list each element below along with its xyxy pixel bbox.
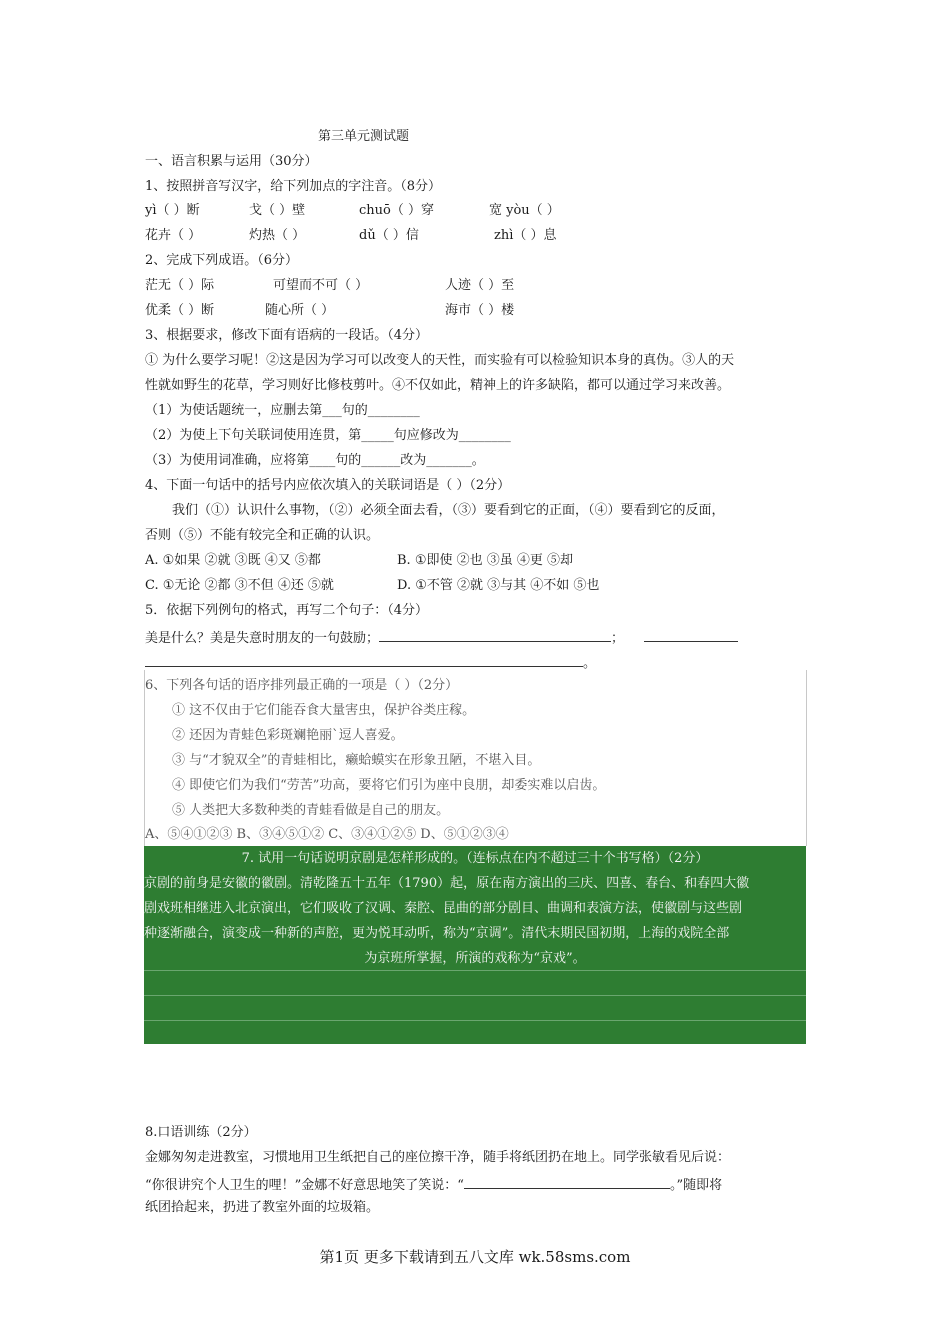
q8-prompt: 8.口语训练（2分）: [145, 1125, 257, 1140]
q2-item: 随心所（ ）: [265, 303, 335, 318]
q1-item: yì（ ）断: [145, 203, 200, 218]
q4-options-row2: [145, 577, 599, 595]
part1-heading: 一、语言积累与运用（30分）: [145, 154, 318, 169]
q2-item: 人迹（ ）至: [445, 278, 515, 293]
answer-line[interactable]: [144, 995, 806, 996]
q8-line2: [145, 1174, 722, 1195]
q6-options: A、⑤④①②③ B、③④⑤①② C、③④①②⑤ D、⑤①②③④: [145, 827, 509, 842]
q2-item: 海市（ ）楼: [445, 303, 515, 318]
q7-text-line: 种逐渐融合，演变成一种新的声腔，更为悦耳动听，称为“京调”。清代末期民国初期，上海的戏院全部: [144, 926, 730, 941]
q2-row1: [145, 277, 514, 295]
q4-sentence-line1: 我们（①）认识什么事物，（②）必须全面去看，（③）要看到它的正面，（④）要看到它的反面，: [172, 503, 725, 518]
answer-blank[interactable]: [644, 627, 738, 642]
q3-sub3: （3）为使用词准确，应将第____句的______改为_______。: [145, 453, 485, 468]
frame-left: [144, 670, 145, 846]
q6-prompt: 6、下列各句话的语序排列最正确的一项是（ ）（2分）: [145, 678, 459, 693]
answer-line[interactable]: [144, 970, 806, 971]
answer-blank[interactable]: [379, 627, 611, 642]
answer-line[interactable]: [144, 1020, 806, 1021]
q2-row2: [145, 302, 514, 320]
q5-answer-line2: [145, 652, 596, 673]
q7-text-line: 剧戏班相继进入北京演出，它们吸收了汉调、秦腔、昆曲的部分剧目、曲调和表演方法，使徽剧与这些剧: [144, 901, 743, 916]
q7-text-line: 京剧的前身是安徽的徽剧。清乾隆五十五年（1790）起，原在南方演出的三庆、四喜、春台、和春四大徽: [144, 876, 750, 891]
q6-item: ④ 即使它们为我们“劳苦”功高，要将它们引为座中良朋，却委实难以启齿。: [172, 778, 606, 793]
q6-item: ② 还因为青蛙色彩斑斓艳丽`逗人喜爱。: [172, 728, 404, 743]
q8-line1: 金娜匆匆走进教室，习惯地用卫生纸把自己的座位擦干净，随手将纸团扔在地上。同学张敏看见后说：: [145, 1150, 731, 1165]
q1-prompt: 1、按照拼音写汉字，给下列加点的字注音。（8分）: [145, 179, 442, 194]
q8-line2-end: 。”随即将: [669, 1178, 723, 1193]
q1-row2: [145, 227, 557, 245]
answer-blank[interactable]: [145, 652, 583, 667]
q5-answer-line1: [145, 627, 738, 648]
q4-options-row1: [145, 552, 573, 570]
q1-item: 宽 yòu（ ）: [489, 203, 560, 218]
page-title: 第三单元测试题: [318, 129, 410, 144]
q6-item: ⑤ 人类把大多数种类的青蛙看做是自己的朋友。: [172, 803, 450, 818]
q3-prompt: 3、根据要求，修改下面有语病的一段话。（4分）: [145, 328, 429, 343]
q4-option-c: C. ①无论 ②都 ③不但 ④还 ⑤就: [145, 578, 334, 593]
q5-separator: ；: [611, 631, 625, 646]
answer-blank[interactable]: [464, 1174, 670, 1189]
q1-item: chuō（ ）穿: [359, 203, 434, 218]
q3-paragraph-line2: 性就如野生的花草，学习则好比修枝剪叶。④不仅如此，精神上的许多缺陷，都可以通过学习来改善。: [145, 378, 731, 393]
q1-item: 戈（ ）壁: [249, 203, 306, 218]
q4-prompt: 4、下面一句话中的括号内应依次填入的关联词语是（ ）（2分）: [145, 478, 511, 493]
q1-item: zhì（ ）息: [494, 228, 557, 243]
q2-item: 优柔（ ）断: [145, 303, 215, 318]
q4-option-a: A. ①如果 ②就 ③既 ④又 ⑤都: [145, 553, 321, 568]
q7-prompt: 7. 试用一句话说明京剧是怎样形成的。（连标点在内不超过三十个书写格）（2分）: [241, 851, 709, 866]
q1-item: dǔ（ ）信: [359, 228, 419, 243]
q1-item: 灼热（ ）: [249, 228, 306, 243]
q8-line2-start: “你很讲究个人卫生的哩！”金娜不好意思地笑了笑说：“: [145, 1178, 464, 1193]
q3-sub1: （1）为使话题统一，应删去第___句的________: [145, 403, 420, 418]
q1-row1: [145, 202, 560, 220]
q2-item: 可望而不可（ ）: [273, 278, 369, 293]
q5-example: 美是什么？美是失意时朋友的一句鼓励；: [145, 631, 380, 646]
q4-option-b: B. ①即使 ②也 ③虽 ④更 ⑤却: [397, 553, 574, 568]
page-footer: 第1页 更多下载请到五八文库 wk.58sms.com: [319, 1248, 631, 1266]
q3-sub2: （2）为使上下句关联词使用连贯，第_____句应修改为________: [145, 428, 511, 443]
q6-item: ① 这不仅由于它们能吞食大量害虫，保护谷类庄稼。: [172, 703, 476, 718]
q2-item: 茫无（ ）际: [145, 278, 215, 293]
q6-item: ③ 与“才貌双全”的青蛙相比，癞蛤蟆实在形象丑陋，不堪入目。: [172, 753, 541, 768]
q5-end: 。: [583, 656, 597, 671]
q7-green-block: [144, 846, 806, 1044]
q4-option-d: D. ①不管 ②就 ③与其 ④不如 ⑤也: [397, 578, 600, 593]
q3-paragraph-line1: ① 为什么要学习呢！②这是因为学习可以改变人的天性，而实验有可以检验知识本身的真伪。③人的天: [145, 353, 735, 368]
q1-item: 花卉（ ）: [145, 228, 202, 243]
q8-line3: 纸团拾起来，扔进了教室外面的垃圾箱。: [145, 1200, 380, 1215]
frame-right: [806, 670, 807, 846]
q4-sentence-line2: 否则（⑤）不能有较完全和正确的认识。: [145, 528, 380, 543]
q5-prompt: 5．依据下列例句的格式，再写二个句子：（4分）: [145, 603, 429, 618]
q2-prompt: 2、完成下列成语。（6分）: [145, 253, 299, 268]
q7-text-line: 为京班所掌握，所演的戏称为“京戏”。: [364, 951, 586, 966]
